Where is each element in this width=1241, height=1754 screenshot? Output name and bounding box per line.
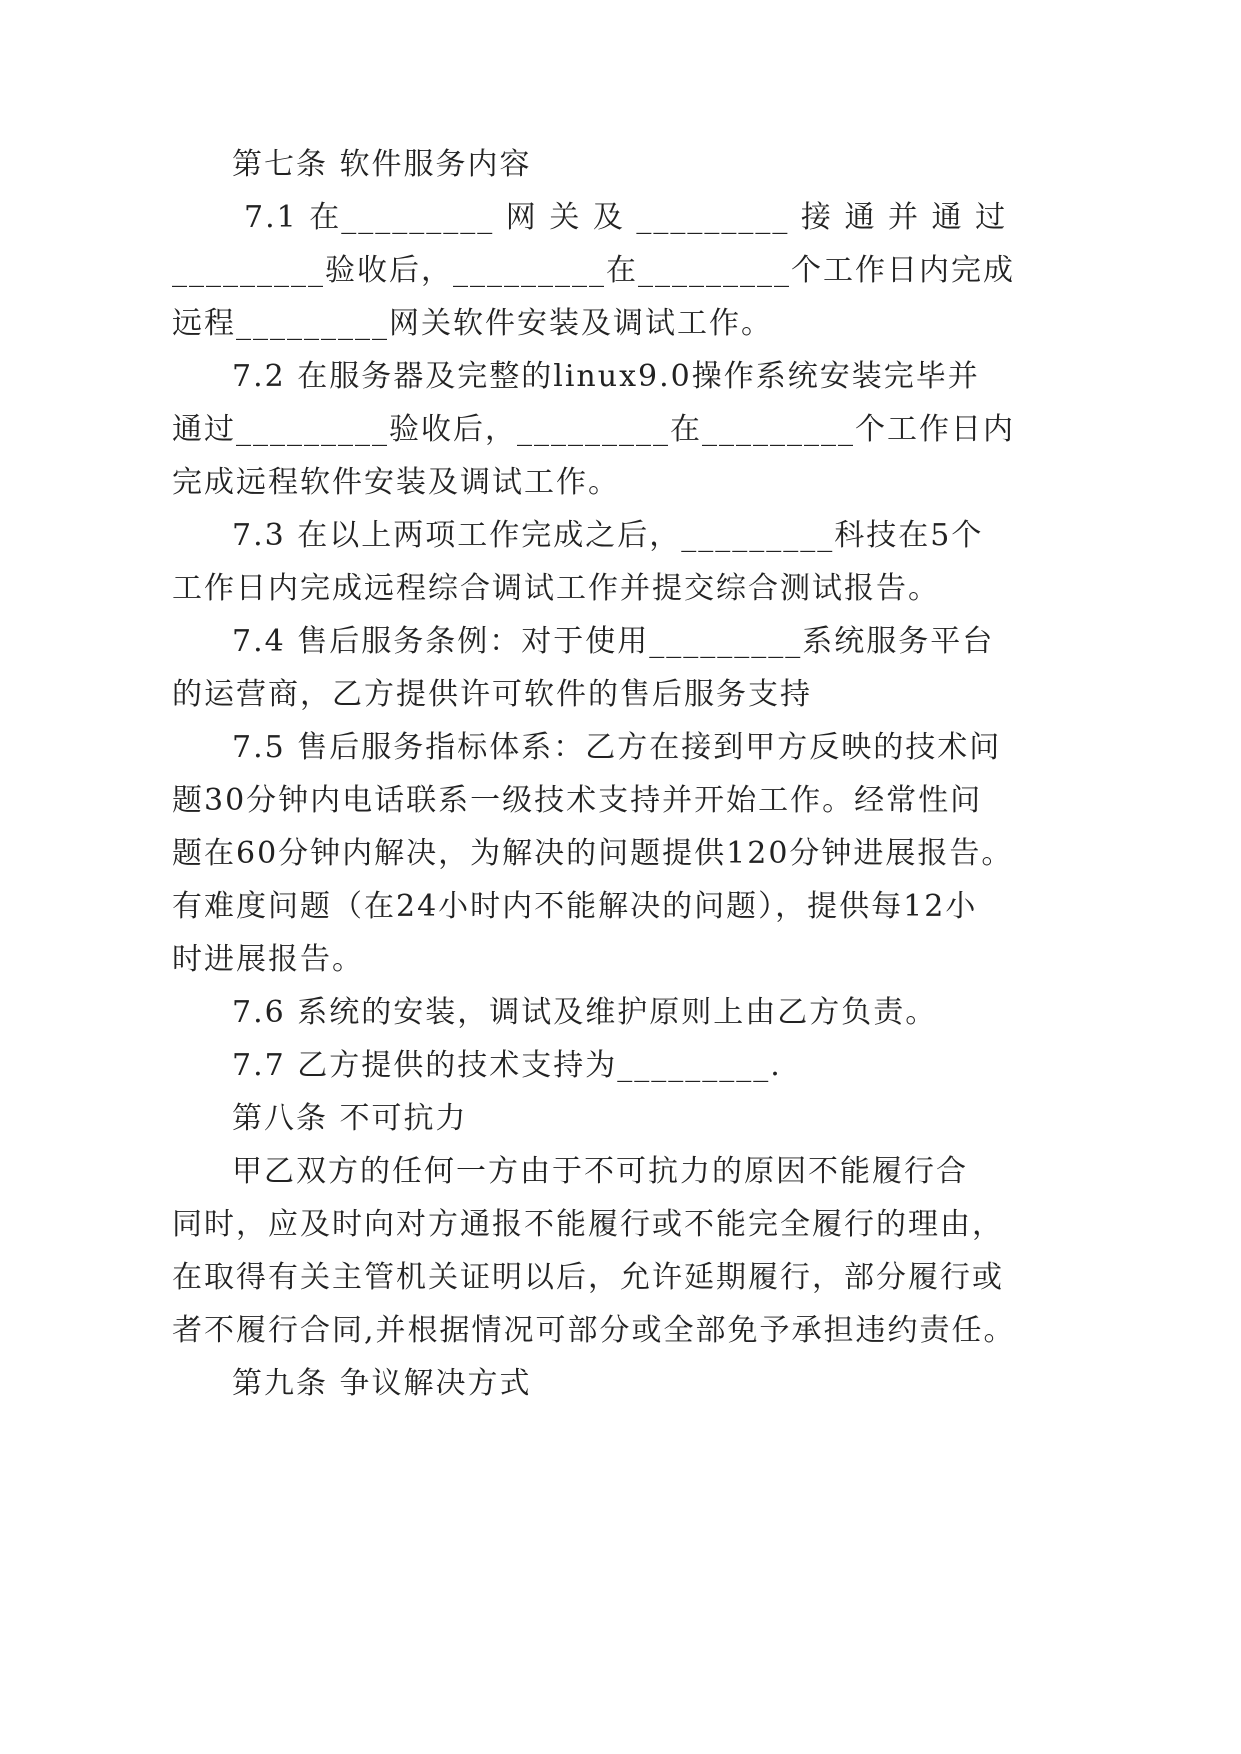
paragraph-8-line-4: 者不履行合同,并根据情况可部分或全部免予承担违约责任。 xyxy=(172,1313,1016,1348)
paragraph-8-line-2: 同时，应及时向对方通报不能履行或不能完全履行的理由， xyxy=(172,1207,1004,1242)
paragraph-7-1-line-2: _________验收后，_________在_________个工作日内完成 xyxy=(172,253,1015,288)
paragraph-7-5-line-3: 题在60分钟内解决，为解决的问题提供120分钟进展报告。 xyxy=(172,836,1014,871)
paragraph-7-2-line-1: 7.2 在服务器及完整的linux9.0操作系统安装完毕并 xyxy=(232,359,980,394)
paragraph-7-4-line-1: 7.4 售后服务条例：对于使用_________系统服务平台 xyxy=(232,624,995,659)
paragraph-7-1-line-1: 7.1 在_________ 网 关 及 _________ 接 通 并 通 过 xyxy=(244,200,1008,235)
heading-article-9: 第九条 争议解决方式 xyxy=(232,1366,532,1401)
paragraph-7-3-line-1: 7.3 在以上两项工作完成之后，_________科技在5个 xyxy=(232,518,984,553)
paragraph-7-2-line-2: 通过_________验收后，_________在_________个工作日内 xyxy=(172,412,1015,447)
paragraph-7-5-line-5: 时进展报告。 xyxy=(172,942,364,977)
heading-article-8: 第八条 不可抗力 xyxy=(232,1101,468,1136)
paragraph-7-6: 7.6 系统的安装，调试及维护原则上由乙方负责。 xyxy=(232,995,938,1030)
heading-article-7: 第七条 软件服务内容 xyxy=(232,147,532,182)
paragraph-7-3-line-2: 工作日内完成远程综合调试工作并提交综合测试报告。 xyxy=(172,571,940,606)
paragraph-7-5-line-2: 题30分钟内电话联系一级技术支持并开始工作。经常性问 xyxy=(172,783,983,818)
paragraph-8-line-3: 在取得有关主管机关证明以后，允许延期履行，部分履行或 xyxy=(172,1260,1004,1295)
paragraph-7-4-line-2: 的运营商，乙方提供许可软件的售后服务支持 xyxy=(172,677,812,712)
paragraph-8-line-1: 甲乙双方的任何一方由于不可抗力的原因不能履行合 xyxy=(232,1154,968,1189)
paragraph-7-5-line-4: 有难度问题（在24小时内不能解决的问题），提供每12小 xyxy=(172,889,978,924)
paragraph-7-7: 7.7 乙方提供的技术支持为_________. xyxy=(232,1048,782,1083)
paragraph-7-2-line-3: 完成远程软件安装及调试工作。 xyxy=(172,465,620,500)
paragraph-7-5-line-1: 7.5 售后服务指标体系：乙方在接到甲方反映的技术问 xyxy=(232,730,1002,765)
paragraph-7-1-line-3: 远程_________网关软件安装及调试工作。 xyxy=(172,306,773,341)
